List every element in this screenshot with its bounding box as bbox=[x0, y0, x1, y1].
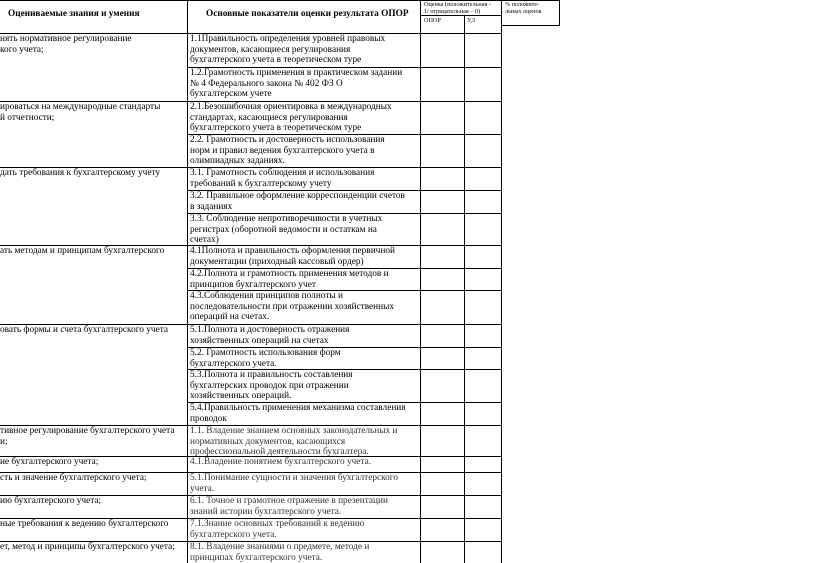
row-indicator-text: хозяйственных операций на счетах bbox=[190, 335, 329, 346]
subheader-uz: У,З bbox=[467, 17, 476, 24]
row-indicator-text: 7.1.Знание основных требований к ведению bbox=[190, 519, 365, 529]
row-indicator-text: олимпиадных заданиях. bbox=[190, 156, 285, 166]
row-indicator-text: 3.1. Грамотность соблюдения и использования bbox=[190, 168, 375, 178]
row-skill-text: ироваться на международные стандарты bbox=[0, 102, 161, 112]
row-indicator-text: 3.3. Соблюдение непротиворечивости в учетных bbox=[190, 214, 383, 224]
row-skill-text: и; bbox=[0, 436, 8, 447]
row-indicator-text: бухгалтерского учета. bbox=[190, 358, 277, 369]
header-percent-line1: % положите- bbox=[505, 1, 540, 8]
row-indicator-text: 1.1Правильность определения уровней правовых bbox=[190, 34, 386, 44]
row-indicator-text: знаний истории бухгалтерского учета. bbox=[190, 506, 342, 517]
row-skill-text: тивное регулирование бухгалтерского учета bbox=[0, 426, 175, 436]
row-indicator-text: документов, касающиеся регулирования bbox=[190, 44, 351, 55]
row-indicator-text: принципах бухгалтерского учета. bbox=[190, 552, 323, 563]
header-grade-line1: Оценка (положительная - bbox=[424, 1, 491, 8]
header-grade-line2: 1/ отрицательная – 0) bbox=[424, 8, 481, 15]
percent-bottom-border bbox=[501, 25, 560, 26]
row-indicator-text: 4.2.Полнота и грамотность применения методов и bbox=[190, 269, 389, 279]
row-skill-text: кого учета; bbox=[0, 44, 44, 55]
row-indicator-text: 2.1.Безошибочная ориентировка в международных bbox=[190, 102, 392, 112]
row-indicator-text: принципов бухгалтерского учет bbox=[190, 279, 316, 290]
row-indicator-text: последовательности при отражении хозяйственных bbox=[190, 301, 395, 312]
row-indicator-text: 5.1.Понимание сущности и значения бухгалтерского bbox=[190, 473, 399, 483]
row-indicator-text: требований к бухгалтерскому учету bbox=[190, 178, 332, 189]
row-skill-text: ные требования к ведению бухгалтерского bbox=[0, 519, 169, 529]
header-percent-line2: льных оценок bbox=[505, 8, 542, 15]
row-indicator-text: 6.1. Точное и грамотное отражение в презентации bbox=[190, 496, 388, 506]
row-indicator-text: бухгалтерского учета. bbox=[190, 529, 277, 540]
row-indicator-text: 8.1. Владение знаниями о предмете, методе и bbox=[190, 542, 370, 552]
header-result-indicators: Основные показатели оценки результата ОПОР bbox=[206, 9, 409, 19]
row-indicator-text: бухгалтерского учета в теоретическом туре bbox=[190, 55, 362, 65]
row-skill-text: овать формы и счета бухгалтерского учета bbox=[0, 325, 169, 335]
row-skill-text: ет, метод и принципы бухгалтерского учета; bbox=[0, 542, 175, 552]
row-indicator-text: учета. bbox=[190, 483, 215, 494]
row-indicator-text: норм и правил ведения бухгалтерского учета в bbox=[190, 145, 375, 156]
col-divider-1 bbox=[187, 0, 188, 563]
row-indicator-text: стандартах, касающиеся регулирования bbox=[190, 112, 348, 123]
header-knowledge-skills: Оцениваемые знания и умения bbox=[8, 9, 140, 19]
row-indicator-text: документации (приходный кассовый ордер) bbox=[190, 256, 364, 267]
row-indicator-text: бухгалтерских проводок при отражении bbox=[190, 380, 349, 391]
row-indicator-text: 4.1Полнота и правильность оформления первичной bbox=[190, 246, 395, 256]
row-skill-text: ие бухгалтерского учета; bbox=[0, 457, 99, 467]
row-indicator-text: операций на счетах. bbox=[190, 312, 270, 322]
col-divider-4 bbox=[501, 0, 502, 563]
col-divider-3 bbox=[464, 15, 465, 563]
row-indicator-text: 3.2. Правильное оформление корреспонденции счетов bbox=[190, 191, 405, 201]
row-indicator-text: № 4 Федерального закона № 402 ФЗ О bbox=[190, 78, 343, 89]
row-indicator-text: 1.1. Владение знанием основных законодательных и bbox=[190, 426, 398, 436]
row-indicator-text: 4.1.Владение понятием бухгалтерского учета. bbox=[190, 457, 372, 467]
row-indicator-text: 4.3.Соблюдения принципов полноты и bbox=[190, 291, 343, 301]
subheader-opor: ОПОР bbox=[424, 17, 441, 24]
row-indicator-text: регистрах (оборотной ведомости и остаткам на bbox=[190, 224, 377, 235]
row-skill-text: сть и значение бухгалтерского учета; bbox=[0, 473, 147, 483]
row-skill-text: й отчетности; bbox=[0, 112, 55, 123]
row-indicator-text: 5.2. Грамотность использования форм bbox=[190, 348, 341, 358]
row-indicator-text: бухгалтерском учете bbox=[190, 89, 272, 99]
row-indicator-text: хозяйственных операций. bbox=[190, 391, 292, 401]
row-skill-text: нять нормативное регулирование bbox=[0, 34, 132, 44]
row-skill-text: ию бухгалтерского учета; bbox=[0, 496, 102, 506]
row-indicator-text: профессиональной деятельности бухгалтера. bbox=[190, 447, 369, 457]
col-divider-2 bbox=[420, 0, 421, 563]
row-indicator-text: 5.1.Полнота и достоверность отражения bbox=[190, 325, 350, 335]
row-skill-text: дать требования к бухгалтерскому учету bbox=[0, 168, 161, 178]
row-indicator-text: нормативных документов, касающихся bbox=[190, 436, 346, 447]
row-indicator-text: счетах) bbox=[190, 235, 219, 245]
row-indicator-text: 5.3.Полнота и правильность составления bbox=[190, 370, 353, 380]
row-indicator-text: проводок bbox=[190, 413, 227, 424]
row-indicator-text: 5.4.Правильность применения механизма составления bbox=[190, 403, 406, 413]
row-indicator-text: 2.2. Грамотность и достоверность использования bbox=[190, 135, 385, 145]
col-divider-5 bbox=[559, 0, 560, 26]
row-indicator-text: в заданиях bbox=[190, 201, 233, 212]
row-indicator-text: бухгалтерского учета в теоретическом туре bbox=[190, 123, 362, 133]
row-skill-text: ать методам и принципам бухгалтерского bbox=[0, 246, 165, 256]
row-indicator-text: 1.2.Грамотность применения в практическом задании bbox=[190, 68, 403, 78]
